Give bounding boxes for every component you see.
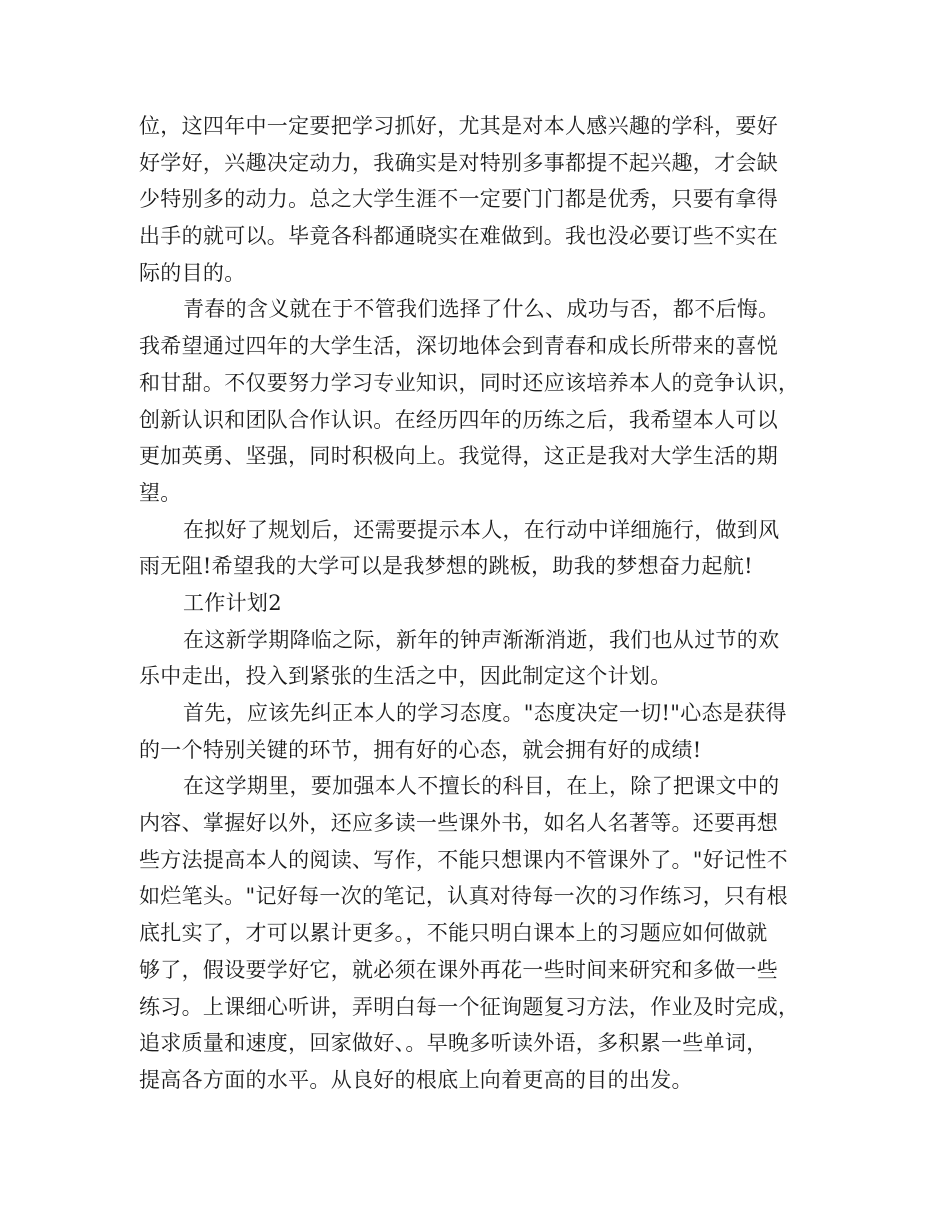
text-line: 和甘甜。不仅要努力学习专业知识，同时还应该培养本人的竞争认识， xyxy=(139,370,800,395)
text-line: 工作计划2 xyxy=(183,590,282,615)
text-line: 追求质量和速度，回家做好、。早晚多听读外语，多积累一些单词， xyxy=(139,1031,768,1056)
text-line: 如烂笔头。"记好每一次的笔记，认真对待每一次的习作练习，只有根 xyxy=(139,884,788,909)
text-line: 底扎实了，才可以累计更多。，不能只明白课本上的习题应如何做就 xyxy=(139,921,768,946)
document-body xyxy=(139,108,819,1099)
text-line: 少特别多的动力。总之大学生涯不一定要门门都是优秀，只要有拿得 xyxy=(139,187,778,212)
text-line: 练习。上课细心听讲，弄明白每一个征询题复习方法，作业及时完成， xyxy=(139,994,800,1019)
text-line: 在这学期里，要加强本人不擅长的科目，在上，除了把课文中的 xyxy=(183,774,780,799)
text-line: 出手的就可以。毕竟各科都通晓实在难做到。我也没必要订些不实在 xyxy=(139,224,778,249)
text-line: 创新认识和团队合作认识。在经历四年的历练之后，我希望本人可以 xyxy=(139,407,778,432)
text-line: 更加英勇、坚强，同时积极向上。我觉得，这正是我对大学生活的期 xyxy=(139,444,778,469)
text-line: 我希望通过四年的大学生活，深切地体会到青春和成长所带来的喜悦 xyxy=(139,334,778,359)
text-line: 乐中走出，投入到紧张的生活之中，因此制定这个计划。 xyxy=(139,664,672,689)
text-line: 望。 xyxy=(139,480,182,505)
text-line: 际的目的。 xyxy=(139,260,246,285)
text-line: 些方法提高本人的阅读、写作，不能只想课内不管课外了。"好记性不 xyxy=(139,847,788,872)
text-line: 好学好，兴趣决定动力，我确实是对特别多事都提不起兴趣，才会缺 xyxy=(139,150,778,175)
text-line: 提高各方面的水平。从良好的根底上向着更高的目的出发。 xyxy=(139,1067,693,1092)
text-line: 在这新学期降临之际，新年的钟声渐渐消逝，我们也从过节的欢 xyxy=(183,627,780,652)
text-line: 的一个特别关键的环节，拥有好的心态，就会拥有好的成绩! xyxy=(139,737,702,762)
text-line: 位，这四年中一定要把学习抓好，尤其是对本人感兴趣的学科，要好 xyxy=(139,114,778,138)
text-line: 雨无阻!希望我的大学可以是我梦想的跳板，助我的梦想奋力起航! xyxy=(139,554,753,579)
text-line: 青春的含义就在于不管我们选择了什么、成功与否，都不后悔。 xyxy=(183,297,780,322)
text-line: 内容、掌握好以外，还应多读一些课外书，如名人名著等。还要再想 xyxy=(139,811,778,836)
text-line: 首先，应该先纠正本人的学习态度。"态度决定一切!"心态是获得 xyxy=(183,701,787,725)
text-line: 在拟好了规划后，还需要提示本人，在行动中详细施行，做到风 xyxy=(183,517,780,542)
text-line: 够了，假设要学好它，就必须在课外再花一些时间来研究和多做一些 xyxy=(139,957,778,982)
